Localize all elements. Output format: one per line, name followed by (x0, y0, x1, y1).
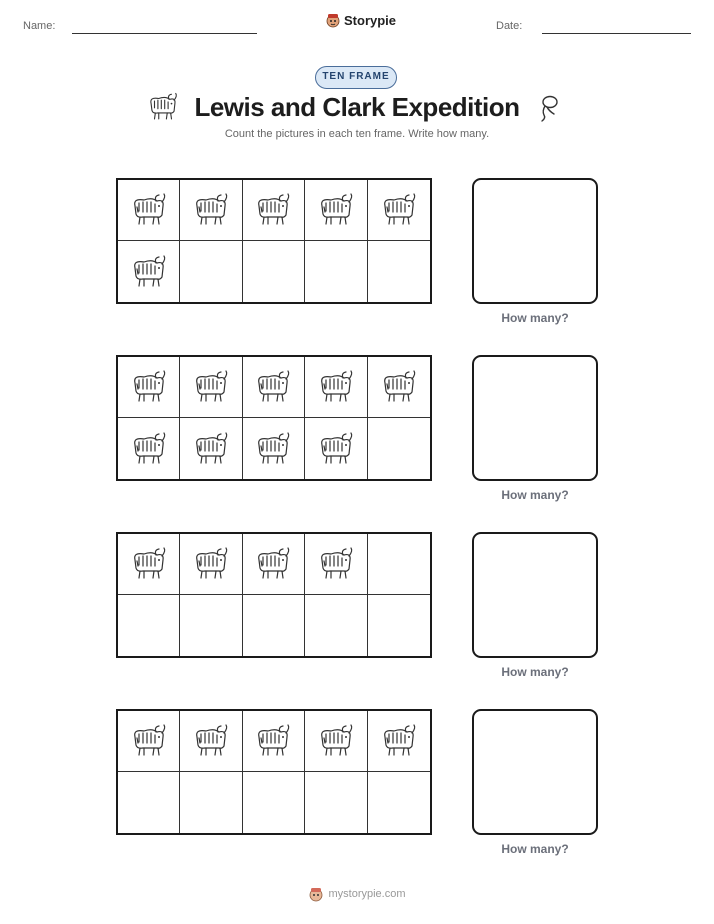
ten-frame-cell (118, 180, 180, 241)
ten-frame-cell (368, 357, 430, 418)
ten-frame-cell (243, 418, 305, 479)
ten-frame-cell (368, 772, 430, 833)
yak-icon (191, 370, 231, 404)
ten-frame-cell (180, 534, 242, 595)
ten-frame-cell (368, 418, 430, 479)
yak-icon (316, 547, 356, 581)
ten-frame-badge: TEN FRAME (315, 66, 397, 89)
footer-url[interactable]: mystorypie.com (328, 888, 406, 900)
ten-frame-cell (180, 357, 242, 418)
ten-frame-cell (118, 711, 180, 772)
ten-frame-cell (305, 418, 367, 479)
ten-frame-cell (368, 241, 430, 302)
how-many-label: How many? (501, 488, 569, 502)
brand-logo (325, 12, 396, 28)
yak-icon (379, 370, 419, 404)
name-label: Name: (23, 20, 56, 32)
how-many-label: How many? (501, 311, 569, 325)
ten-frame-cell (118, 418, 180, 479)
ten-frame-cell (368, 180, 430, 241)
ten-frame-cell (243, 772, 305, 833)
ten-frame-cell (118, 772, 180, 833)
ten-frame-cell (180, 180, 242, 241)
yak-icon (253, 724, 293, 758)
ten-frame-3 (116, 532, 432, 658)
ten-frame-cell (305, 595, 367, 656)
ten-frame-cell (368, 534, 430, 595)
how-many-label: How many? (501, 665, 569, 679)
ten-frame-cell (243, 595, 305, 656)
yak-icon (316, 193, 356, 227)
yak-icon (253, 547, 293, 581)
ten-frame-4 (116, 709, 432, 835)
ten-frame-2 (116, 355, 432, 481)
ten-frame-cell (305, 357, 367, 418)
storypie-mascot-icon (325, 12, 341, 28)
yak-icon (253, 432, 293, 466)
yak-icon (379, 724, 419, 758)
answer-box[interactable] (472, 709, 598, 835)
yak-icon (129, 255, 169, 289)
ten-frame-cell (305, 711, 367, 772)
ten-frame-1 (116, 178, 432, 304)
ten-frame-cell (305, 241, 367, 302)
yak-icon (191, 193, 231, 227)
ten-frame-cell (305, 534, 367, 595)
yak-icon (316, 370, 356, 404)
yak-icon (191, 724, 231, 758)
date-label: Date: (496, 20, 523, 32)
ten-frame-cell (118, 241, 180, 302)
ten-frame-cell (118, 595, 180, 656)
instructions: Count the pictures in each ten frame. Write how many. (224, 128, 490, 140)
ten-frame-cell (305, 180, 367, 241)
yak-icon (129, 547, 169, 581)
yak-icon (191, 432, 231, 466)
ten-frame-cell (118, 357, 180, 418)
yak-icon (253, 370, 293, 404)
yak-icon (379, 193, 419, 227)
ten-frame-cell (180, 418, 242, 479)
yak-icon (316, 724, 356, 758)
answer-box[interactable] (472, 178, 598, 304)
ten-frame-cell (243, 180, 305, 241)
footer (0, 886, 714, 902)
name-line[interactable] (72, 33, 257, 34)
ten-frame-cell (243, 534, 305, 595)
ten-frame-cell (180, 711, 242, 772)
ten-frame-cell (180, 772, 242, 833)
brand-name: Storypie (344, 12, 397, 28)
date-line[interactable] (542, 33, 691, 34)
yak-icon (253, 193, 293, 227)
yak-icon (129, 193, 169, 227)
ten-frame-cell (368, 711, 430, 772)
yak-icon (129, 370, 169, 404)
ten-frame-cell (243, 241, 305, 302)
ten-frame-cell (180, 595, 242, 656)
how-many-label: How many? (501, 842, 569, 856)
yak-icon (316, 432, 356, 466)
answer-box[interactable] (472, 532, 598, 658)
ten-frame-cell (118, 534, 180, 595)
yak-icon (129, 432, 169, 466)
storypie-mascot-icon (308, 886, 324, 902)
ten-frame-cell (305, 772, 367, 833)
yak-icon (191, 547, 231, 581)
page-title: Lewis and Clark Expedition (194, 92, 520, 122)
ten-frame-cell (180, 241, 242, 302)
ten-frame-cell (243, 357, 305, 418)
rope-lasso-icon (535, 94, 561, 122)
yak-icon (129, 724, 169, 758)
ten-frame-cell (368, 595, 430, 656)
ten-frame-cell (243, 711, 305, 772)
answer-box[interactable] (472, 355, 598, 481)
